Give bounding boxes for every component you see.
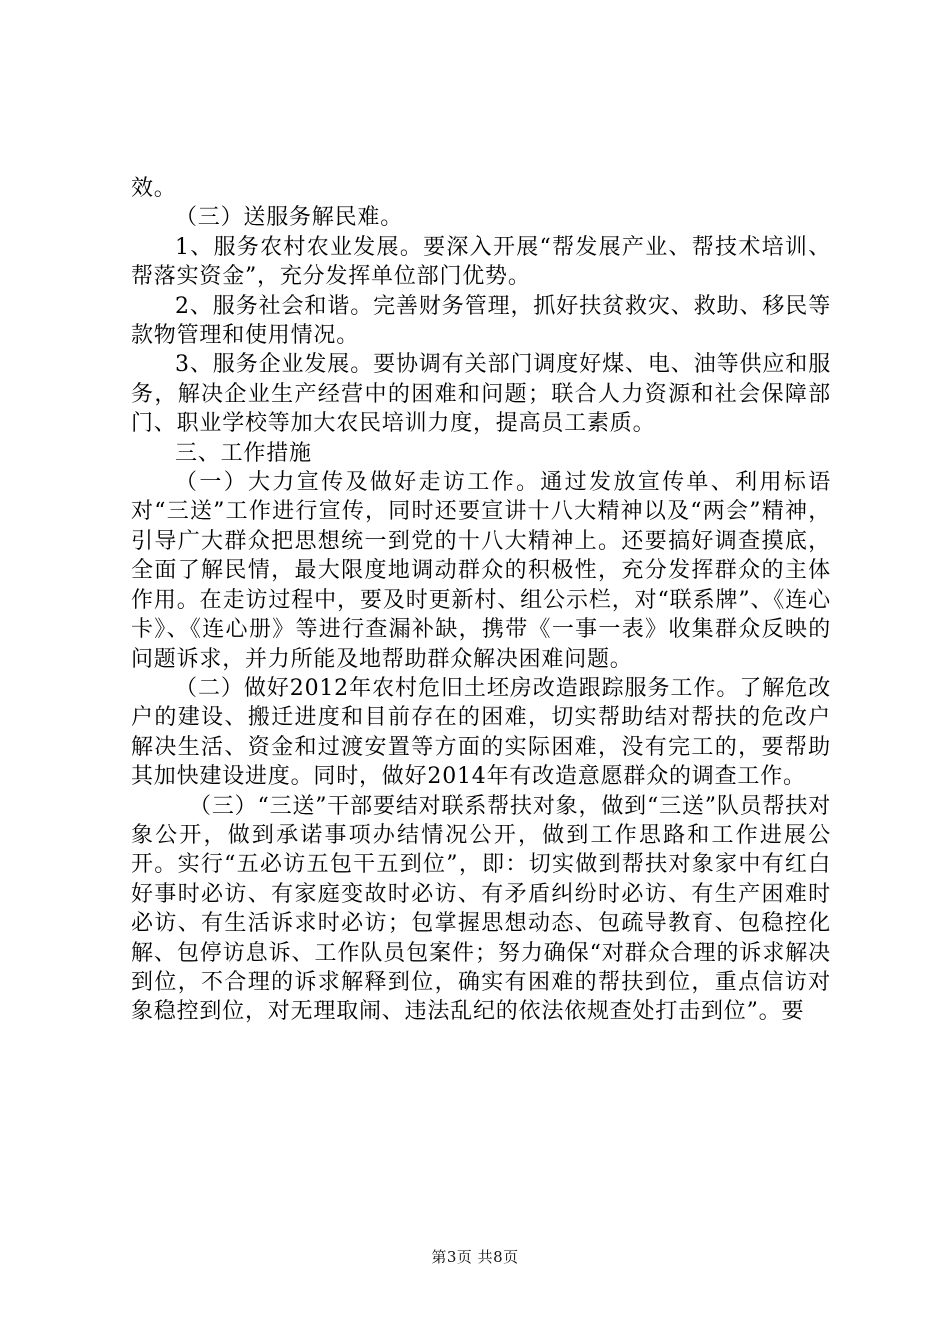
paragraph-continuation: 效。 xyxy=(131,176,177,201)
paragraph-publicity: （一）大力宣传及做好走访工作。通过发放宣传单、利用标语对“三送”工作进行宣传，同时还要宣讲十八大精神以及“两会”精神，引导广大群众把思想统一到党的十八大精神上。还要搞好调查摸底，全面了解民情，最大限度地调动群众的积极性，充分发挥群众的主体作用。在走访过程中，要及时更新村、组公示栏，对“联系牌”、《连心卡》、《连心册》等进行查漏补缺，携带《一事一表》收集群众反映的问题诉求，并力所能及地帮助群众解决困难问题。 xyxy=(131,470,831,672)
page-number: 第3页 共8页 xyxy=(431,1248,519,1266)
section-heading-serve: （三）送服务解民难。 xyxy=(175,205,404,231)
page-footer xyxy=(0,1246,950,1267)
paragraph-agriculture: 1、服务农村农业发展。要深入开展“帮发展产业、帮技术培训、帮落实资金”，充分发挥单位部门优势。 xyxy=(131,234,831,290)
paragraph-harmony: 2、服务社会和谐。完善财务管理，抓好扶贫救灾、救助、移民等款物管理和使用情况。 xyxy=(131,293,831,349)
paragraph-housing: （二）做好2012年农村危旧土坯房改造跟踪服务工作。了解危改户的建设、搬迁进度和目前存在的困难，切实帮助结对帮扶的危改户解决生活、资金和过渡安置等方面的实际困难，没有完工的，要帮助其加快建设进度。同时，做好2014年有改造意愿群众的调查工作。 xyxy=(131,675,831,790)
section-heading-measures: 三、工作措施 xyxy=(175,440,312,466)
document-body xyxy=(131,174,831,1027)
paragraph-enterprise: 3、服务企业发展。要协调有关部门调度好煤、电、油等供应和服务，解决企业生产经营中的困难和问题；联合人力资源和社会保障部门、职业学校等加大农民培训力度，提高员工素质。 xyxy=(131,352,831,437)
paragraph-cadres: （三）“三送”干部要结对联系帮扶对象，做到“三送”队员帮扶对象公开，做到承诺事项办结情况公开，做到工作思路和工作进展公开。实行“五必访五包干五到位”，即：切实做到帮扶对象家中有红白好事时必访、有家庭变故时必访、有矛盾纠纷时必访、有生产困难时必访、有生活诉求时必访；包掌握思想动态、包疏导教育、包稳控化解、包停访息诉、工作队员包案件；努力确保“对群众合理的诉求解决到位，不合理的诉求解释到位，确实有困难的帮扶到位，重点信访对象稳控到位，对无理取闹、违法乱纪的依法依规查处打击到位”。要 xyxy=(131,793,831,1025)
